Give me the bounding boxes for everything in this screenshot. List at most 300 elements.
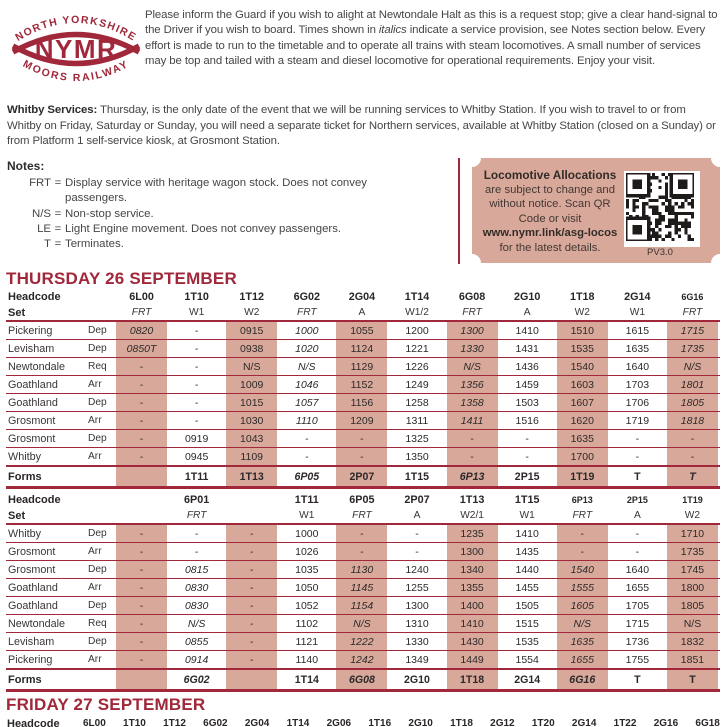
time-cell: 1655: [555, 651, 610, 668]
time-cell: -: [635, 545, 640, 558]
time-cell: 1540: [555, 561, 610, 578]
time-cell: 1140: [295, 653, 319, 666]
time-cell: 1052: [295, 599, 319, 612]
time-cell: 1030: [224, 412, 279, 429]
friday-headcode-cell: 1T14: [286, 718, 310, 727]
time-cell: 1356: [445, 376, 500, 393]
time-cell: 0855: [184, 635, 209, 648]
time-cell: 1535: [515, 635, 539, 648]
time-cell: N/S: [555, 615, 610, 632]
station-label: Grosmont: [8, 563, 56, 576]
time-cell: 1535: [555, 340, 610, 357]
time-cell: 0914: [184, 653, 209, 666]
time-cell: 1515: [515, 617, 539, 630]
note-equals: =: [54, 222, 62, 235]
time-cell: -: [194, 396, 199, 409]
set-cell: W2: [244, 307, 260, 318]
time-cell: 1505: [515, 599, 539, 612]
time-cell: 1355: [445, 579, 500, 596]
loco-allocations-text: [479, 168, 621, 256]
time-cell: -: [635, 527, 640, 540]
time-cell: -: [224, 561, 279, 578]
headcode-cell: 1T12: [239, 291, 265, 303]
loco-allocations-body2: for the latest details.: [499, 241, 601, 254]
time-cell: 1516: [515, 414, 539, 427]
time-cell: 1818: [665, 412, 720, 429]
time-cell: 1400: [445, 597, 500, 614]
time-cell: -: [445, 448, 500, 465]
time-cell: 1410: [515, 527, 539, 540]
time-cell: 1152: [334, 376, 389, 393]
table-row: [6, 322, 720, 339]
stop-type: Arr: [88, 582, 102, 593]
time-cell: 0815: [184, 563, 209, 576]
headcode-cell: 6G08: [458, 291, 486, 303]
note-item: [7, 176, 462, 206]
time-cell: 1706: [625, 396, 650, 409]
time-cell: 1300: [405, 599, 429, 612]
time-cell: -: [555, 543, 610, 560]
time-cell: -: [415, 527, 419, 540]
station-label: Grosmont: [8, 545, 56, 558]
time-cell: -: [194, 545, 199, 558]
time-cell: -: [665, 430, 720, 447]
forms-cell: T: [634, 470, 641, 483]
forms-cell: 1T14: [294, 673, 319, 686]
time-cell: N/S: [665, 358, 720, 375]
time-cell: 0820: [114, 322, 169, 339]
set-cell: FRT: [462, 307, 482, 318]
time-cell: 1222: [334, 633, 389, 650]
friday-headcode-cell: 2G16: [653, 718, 679, 727]
time-cell: 1124: [334, 340, 389, 357]
time-cell: -: [194, 324, 199, 337]
stop-type: Dep: [88, 600, 107, 611]
notes-items: [7, 176, 462, 252]
set-cell: [114, 508, 169, 523]
set-cell: FRT: [186, 510, 207, 521]
note-item: [7, 207, 462, 222]
note-term: LE: [37, 222, 51, 235]
forms-cell: T: [634, 673, 641, 686]
time-cell: -: [194, 360, 199, 373]
note-term: N/S: [32, 207, 51, 220]
time-cell: 1249: [405, 378, 429, 391]
headcode-cell: 2P15: [626, 495, 648, 505]
time-cell: 1310: [405, 617, 429, 630]
time-cell: 1000: [295, 527, 319, 540]
note-term: T: [44, 238, 51, 251]
headcode-cell: 2G04: [348, 291, 376, 303]
qr-version-label: PV3.0: [647, 247, 673, 258]
friday-headcode-cell: 1T22: [613, 718, 637, 727]
notes-section: [7, 159, 462, 252]
set-cell: W1: [188, 307, 205, 318]
forms-cell: 1T13: [224, 467, 279, 486]
time-cell: 1242: [334, 651, 389, 668]
qr-code: [624, 171, 700, 247]
forms-cell: T: [665, 670, 720, 689]
station-label: Goathland: [8, 396, 58, 409]
set-cell: FRT: [131, 307, 152, 318]
time-cell: 1449: [445, 651, 500, 668]
set-cell: A: [358, 307, 366, 318]
table-row: [6, 465, 720, 489]
time-cell: 1555: [555, 579, 610, 596]
time-cell: -: [305, 450, 309, 463]
note-definition: Non-stop service.: [65, 207, 154, 220]
headcode-cell: 1T11: [294, 494, 319, 506]
time-cell: 1715: [625, 617, 650, 630]
time-cell: -: [114, 579, 169, 596]
friday-headcode-cell: 2G04: [244, 718, 270, 727]
time-cell: 1620: [555, 412, 610, 429]
station-label: Pickering: [8, 324, 53, 337]
time-cell: 1700: [555, 448, 610, 465]
forms-label: Forms: [8, 470, 42, 483]
station-label: Goathland: [8, 599, 58, 612]
station-label: Whitby: [8, 527, 41, 540]
time-cell: N/S: [224, 358, 279, 375]
time-cell: 0850T: [114, 340, 169, 357]
note-term: FRT: [29, 177, 51, 190]
headcode-cell: 2G10: [513, 291, 541, 303]
time-cell: 1129: [334, 358, 389, 375]
time-cell: 1459: [515, 378, 539, 391]
stop-type: Arr: [88, 546, 102, 557]
friday-headcode-cell: 1T16: [368, 718, 392, 727]
time-cell: -: [114, 376, 169, 393]
table-row: [6, 668, 720, 692]
note-definition: Terminates.: [65, 238, 124, 251]
time-cell: 1000: [295, 324, 319, 337]
time-cell: 1300: [445, 322, 500, 339]
friday-heading: FRIDAY 27 SEPTEMBER: [6, 695, 206, 714]
time-cell: -: [224, 543, 279, 560]
time-cell: 1046: [295, 378, 319, 391]
set-cell: W1: [629, 307, 645, 318]
time-cell: 1615: [625, 324, 650, 337]
table-row: [6, 375, 720, 393]
station-label: Grosmont: [8, 432, 56, 445]
time-cell: -: [114, 358, 169, 375]
time-cell: 1635: [555, 430, 610, 447]
logo-monogram: NYMR: [34, 34, 118, 64]
table-row: [6, 542, 720, 560]
time-cell: 1805: [665, 394, 720, 411]
whitby-services-label: Whitby Services:: [7, 104, 98, 116]
time-cell: 1440: [515, 563, 539, 576]
stop-type: Dep: [88, 433, 107, 444]
time-cell: 1009: [224, 376, 279, 393]
loco-allocations-link: www.nymr.link/asg-locos: [482, 227, 618, 240]
loco-allocations-title: Locomotive Allocations: [483, 168, 617, 182]
time-cell: 1026: [295, 545, 319, 558]
friday-headcode-cell: 2G12: [490, 718, 515, 727]
time-cell: 1745: [665, 561, 720, 578]
time-cell: -: [114, 430, 169, 447]
headcode-cell: 1T14: [404, 291, 430, 303]
whitby-services-text: Thursday, is the only date of the event that we will be running services to Whitby Station. If you wish to travel to or from Whitby on Friday, Saturday or Sunday, you will need a separate ticket for Northern services, available at Whitby Station (closed on a Sunday) or from Platform 1 self-service kiosk, at Grosmont Station.: [7, 104, 716, 148]
time-cell: -: [194, 342, 199, 355]
stop-type: Arr: [88, 415, 102, 426]
stop-type: Arr: [88, 654, 102, 665]
note-equals: =: [54, 207, 62, 220]
time-cell: 1640: [625, 360, 650, 373]
time-cell: -: [114, 543, 169, 560]
time-cell: 1410: [515, 324, 539, 337]
time-cell: 1805: [665, 597, 720, 614]
time-cell: -: [224, 615, 279, 632]
forms-cell: 2P07: [334, 467, 389, 486]
logo-arc-top-text: NORTH YORKSHIRE: [13, 13, 139, 44]
time-cell: 1436: [515, 360, 539, 373]
time-cell: -: [445, 430, 500, 447]
time-cell: 1635: [625, 342, 650, 355]
table-row: [6, 650, 720, 668]
forms-cell: 6G02: [183, 673, 210, 686]
friday-headcode-label: Headcode: [7, 718, 60, 727]
headcode-cell: 1T10: [184, 291, 209, 303]
nymr-logo: [6, 4, 146, 98]
time-cell: 1755: [625, 653, 650, 666]
set-label: Set: [8, 306, 26, 319]
intro-paragraph: [145, 8, 720, 70]
thursday-heading: THURSDAY 26 SEPTEMBER: [6, 269, 237, 288]
set-label: Set: [8, 509, 26, 522]
headcode-cell: 2G14: [624, 291, 651, 303]
time-cell: -: [525, 432, 529, 445]
time-cell: 1330: [405, 635, 429, 648]
time-cell: -: [114, 633, 169, 650]
set-cell: A: [523, 307, 531, 318]
time-cell: 1226: [405, 360, 429, 373]
time-cell: 1110: [295, 414, 318, 427]
headcode-cell: 6P01: [184, 494, 210, 506]
headcode-cell: 6L00: [129, 291, 154, 303]
time-cell: 1736: [625, 635, 650, 648]
time-cell: 1430: [445, 633, 500, 650]
forms-cell: 1T11: [184, 470, 209, 483]
table-row: [6, 305, 720, 322]
time-cell: 1349: [405, 653, 429, 666]
set-cell: A: [633, 510, 641, 521]
time-cell: 1235: [445, 525, 500, 542]
time-cell: 1410: [445, 615, 500, 632]
notes-title: Notes:: [7, 159, 45, 173]
stop-type: Arr: [88, 451, 102, 462]
headcode-cell: 6P13: [571, 495, 593, 505]
time-cell: 1340: [445, 561, 500, 578]
table-row: [6, 492, 720, 508]
time-cell: 1801: [665, 376, 720, 393]
time-cell: 1121: [295, 635, 319, 648]
time-cell: 1832: [665, 633, 720, 650]
time-cell: 1145: [334, 579, 389, 596]
time-cell: 1240: [405, 563, 429, 576]
table-row: [6, 614, 720, 632]
time-cell: 1209: [334, 412, 389, 429]
time-cell: 1735: [665, 543, 720, 560]
headcode-cell: 6G02: [293, 291, 321, 303]
table-row: [6, 632, 720, 650]
friday-headcode-cell: 6G18: [695, 718, 720, 727]
forms-cell: 1T19: [555, 467, 610, 486]
logo-arc-bottom-text: MOORS RAILWAY: [20, 57, 132, 85]
time-cell: -: [114, 561, 169, 578]
stop-type: Dep: [88, 343, 107, 354]
time-cell: 1635: [555, 633, 610, 650]
forms-cell: T: [665, 467, 720, 486]
set-cell: W1: [519, 510, 535, 521]
time-cell: 1715: [665, 322, 720, 339]
time-cell: N/S: [334, 615, 389, 632]
time-cell: -: [224, 651, 279, 668]
set-cell: W2: [684, 510, 701, 521]
forms-cell: 6G16: [555, 670, 610, 689]
set-cell: FRT: [682, 307, 703, 318]
time-cell: 1200: [405, 324, 429, 337]
time-cell: N/S: [187, 617, 206, 630]
time-cell: 1705: [625, 599, 650, 612]
table-row: [6, 289, 720, 305]
time-cell: 1154: [334, 597, 389, 614]
headcode-cell: [114, 492, 169, 508]
time-cell: 1130: [334, 561, 389, 578]
time-cell: 1703: [625, 378, 650, 391]
time-cell: 1255: [405, 581, 429, 594]
forms-cell: 1T15: [404, 470, 430, 483]
note-equals: =: [54, 177, 62, 190]
time-cell: -: [194, 527, 199, 540]
note-equals: =: [54, 238, 62, 251]
time-cell: 0919: [184, 432, 209, 445]
station-label: Levisham: [8, 342, 55, 355]
time-cell: 1605: [555, 597, 610, 614]
time-cell: 1057: [295, 396, 319, 409]
set-cell: W2: [574, 307, 590, 318]
set-cell: FRT: [352, 510, 372, 521]
station-label: Newtondale: [8, 617, 66, 630]
friday-headcode-cell: 1T10: [123, 718, 146, 727]
table-row: [6, 525, 720, 542]
time-cell: 1055: [334, 322, 389, 339]
station-label: Goathland: [8, 378, 58, 391]
time-cell: N/S: [298, 360, 316, 373]
stop-type: Dep: [88, 528, 107, 539]
table-row: [6, 393, 720, 411]
time-cell: -: [415, 545, 419, 558]
note-item: [7, 237, 462, 252]
friday-headcode-cell: 6G02: [203, 718, 228, 727]
forms-cell: [224, 670, 279, 689]
headcode-cell: 1T15: [514, 494, 540, 506]
table-row: [6, 578, 720, 596]
time-cell: 1015: [224, 394, 279, 411]
friday-partial-row: [7, 718, 720, 727]
set-cell: W1: [299, 510, 315, 521]
table-row: [6, 508, 720, 525]
headcode-cell: 1T13: [459, 494, 485, 506]
time-cell: -: [114, 597, 169, 614]
table-row: [6, 560, 720, 578]
forms-cell: 2G14: [514, 673, 541, 686]
time-cell: 1102: [295, 617, 319, 630]
friday-headcode-cell: 1T20: [531, 718, 555, 727]
stop-type: Req: [88, 618, 107, 629]
loco-allocations-body1: are subject to change and without notice. Scan QR Code or visit: [484, 183, 615, 225]
time-cell: 1710: [665, 525, 720, 542]
time-cell: 1043: [224, 430, 279, 447]
time-cell: 1035: [295, 563, 319, 576]
forms-cell: 6P13: [445, 467, 500, 486]
friday-headcode-cell: 1T12: [163, 718, 186, 727]
stop-type: Dep: [88, 397, 107, 408]
time-cell: 1851: [665, 651, 720, 668]
time-cell: 1358: [445, 394, 500, 411]
set-cell: W1/2: [405, 307, 429, 318]
time-cell: 1350: [405, 450, 429, 463]
set-cell: [224, 508, 279, 523]
headcode-cell: 6P05: [349, 494, 375, 506]
forms-cell: [114, 670, 169, 689]
headcode-cell: 1T18: [569, 291, 595, 303]
station-label: Whitby: [8, 450, 41, 463]
time-cell: 1221: [405, 342, 429, 355]
time-cell: -: [114, 651, 169, 668]
friday-headcode-cell: 2G10: [408, 718, 433, 727]
time-cell: 1258: [405, 396, 429, 409]
note-definition: Display service with heritage wagon stock. Does not convey passengers.: [65, 177, 367, 205]
time-cell: 0938: [224, 340, 279, 357]
time-cell: 1640: [625, 563, 650, 576]
headcode-cell: [224, 492, 279, 508]
time-cell: -: [114, 448, 169, 465]
time-cell: 1330: [445, 340, 500, 357]
time-cell: 1311: [405, 414, 429, 427]
table-row: [6, 447, 720, 465]
time-cell: 1455: [515, 581, 539, 594]
time-cell: 1719: [625, 414, 650, 427]
time-cell: -: [194, 378, 199, 391]
time-cell: -: [305, 432, 309, 445]
time-cell: -: [665, 448, 720, 465]
stop-type: Dep: [88, 325, 107, 336]
time-cell: 1607: [555, 394, 610, 411]
headcode-cell: 6G16: [681, 292, 704, 302]
time-cell: 1655: [625, 581, 650, 594]
friday-headcodes: [83, 718, 720, 727]
stop-type: Arr: [88, 379, 102, 390]
time-cell: 1020: [295, 342, 319, 355]
thursday-table-southbound: [6, 492, 720, 692]
intro-text-1: Please inform the Guard if you wish to alight at Newtondale Halt as this is a request stop; give a clear hand-signal to the Driver if you wish to board. Times shown in: [145, 9, 718, 37]
time-cell: 1431: [515, 342, 539, 355]
note-item: [7, 222, 462, 237]
time-cell: -: [224, 525, 279, 542]
forms-cell: 6G08: [334, 670, 389, 689]
time-cell: 1050: [295, 581, 319, 594]
time-cell: -: [114, 525, 169, 542]
station-label: Newtondale: [8, 360, 66, 373]
set-cell: FRT: [572, 510, 593, 521]
time-cell: -: [525, 450, 529, 463]
set-cell: W2/1: [460, 510, 484, 521]
time-cell: 1109: [224, 448, 279, 465]
station-label: Pickering: [8, 653, 53, 666]
note-definition: Light Engine movement. Does not convey passengers.: [65, 222, 342, 235]
time-cell: 1800: [665, 579, 720, 596]
